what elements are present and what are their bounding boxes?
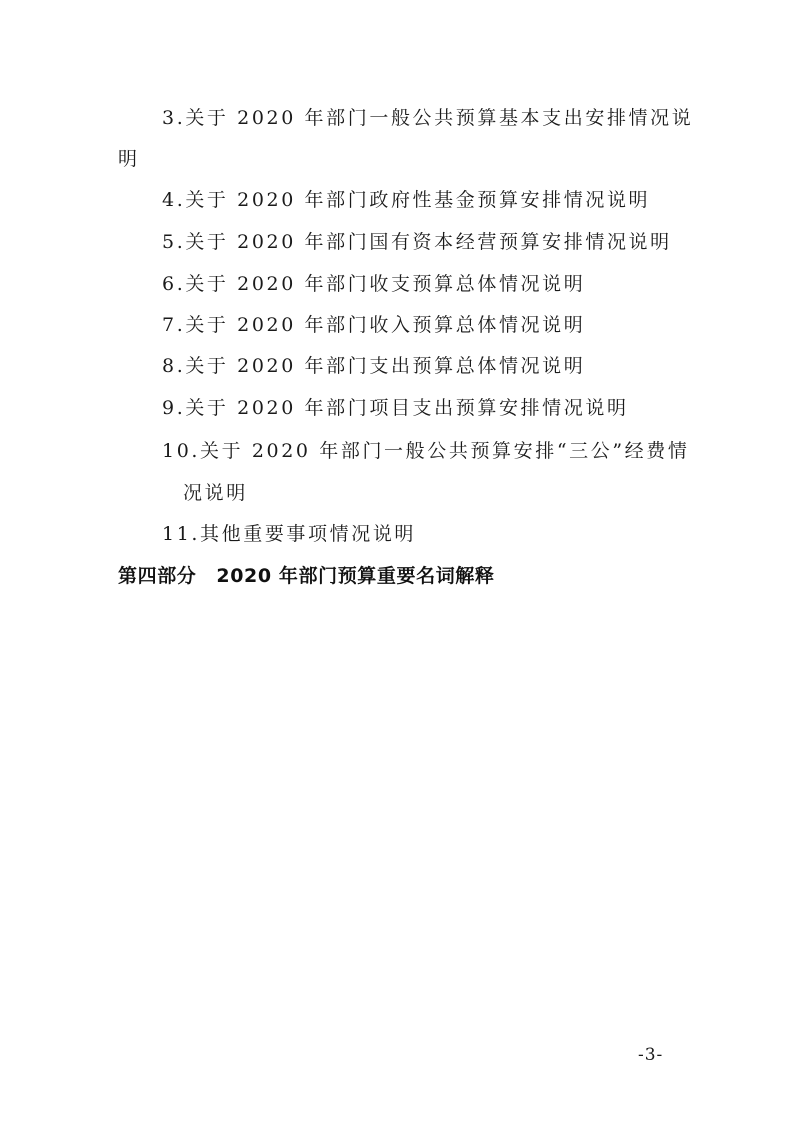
toc-item-5: 5.关于 2020 年部门国有资本经营预算安排情况说明 <box>162 231 672 253</box>
toc-item-7: 7.关于 2020 年部门收入预算总体情况说明 <box>162 314 586 336</box>
part-four-title: 2020 年部门预算重要名词解释 <box>216 565 495 587</box>
toc-item-4: 4.关于 2020 年部门政府性基金预算安排情况说明 <box>162 189 651 211</box>
toc-item-9: 9.关于 2020 年部门项目支出预算安排情况说明 <box>162 397 629 419</box>
page-number: -3- <box>638 1045 664 1065</box>
toc-item-6: 6.关于 2020 年部门收支预算总体情况说明 <box>162 273 586 295</box>
toc-item-11: 11.其他重要事项情况说明 <box>162 523 417 545</box>
toc-item-3-line-1: 3.关于 2020 年部门一般公共预算基本支出安排情况说 <box>162 107 694 129</box>
part-four-heading <box>118 564 495 588</box>
toc-item-10-line-2: 况说明 <box>183 482 248 504</box>
toc-item-10-line-1: 10.关于 2020 年部门一般公共预算安排“三公”经费情 <box>162 440 690 462</box>
toc-item-8: 8.关于 2020 年部门支出预算总体情况说明 <box>162 355 586 377</box>
toc-item-3-line-2: 明 <box>118 148 140 170</box>
part-four-label: 第四部分 <box>118 565 197 587</box>
